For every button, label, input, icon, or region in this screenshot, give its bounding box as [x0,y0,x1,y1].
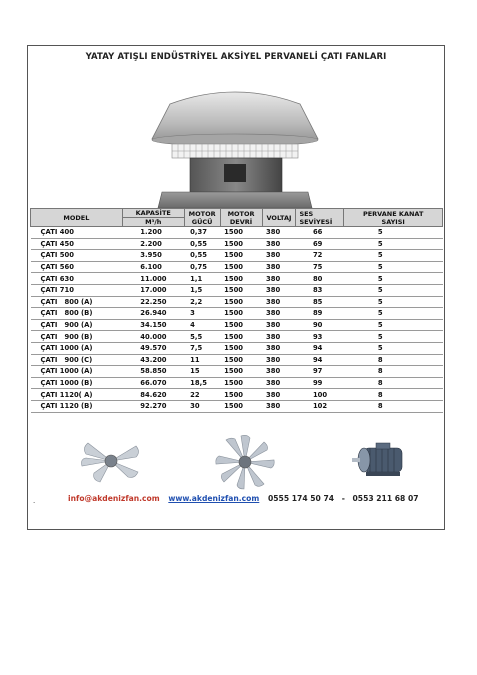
website-link[interactable]: www.akdenizfan.com [168,494,260,503]
cell-voltaj: 380 [262,308,296,320]
cell-voltaj: 380 [262,296,296,308]
cell-ses-seviyesi: 99 [296,377,344,389]
cell-kapasite: 66.070 [122,377,184,389]
phone-number-1: 0555 174 50 74 [267,494,335,503]
cell-motor-gucu: 15 [184,366,220,378]
col-header-kanat [344,209,443,227]
catalog-sheet [27,45,445,530]
cell-kapasite: 34.150 [122,319,184,331]
table-row [31,308,443,320]
cell-kapasite: 84.620 [122,389,184,401]
cell-motor-gucu: 0,37 [184,227,220,239]
stray-dot: . [33,496,36,505]
phone-separator: - [341,494,345,503]
col-header-motor-devri [220,209,262,227]
cell-voltaj: 380 [262,238,296,250]
cell-motor-devri: 1500 [220,284,262,296]
cell-voltaj: 380 [262,261,296,273]
cell-motor-devri: 1500 [220,250,262,262]
cell-model: ÇATI 1120( A) [31,389,123,401]
cell-model: ÇATI 900 (B) [31,331,123,343]
cell-motor-devri: 1500 [220,273,262,285]
cell-motor-devri: 1500 [220,331,262,343]
cell-voltaj: 380 [262,342,296,354]
cell-motor-gucu: 4 [184,319,220,331]
document-title: YATAY ATIŞLI ENDÜSTRİYEL AKSİYEL PERVANELİ ÇATI FANLARI [85,52,387,62]
fan-spec-table [30,208,443,413]
cell-ses-seviyesi: 100 [296,389,344,401]
cell-kapasite: 3.950 [122,250,184,262]
cell-kapasite: 2.200 [122,238,184,250]
cell-voltaj: 380 [262,319,296,331]
cell-motor-devri: 1500 [220,366,262,378]
cell-motor-gucu: 18,5 [184,377,220,389]
cell-kapasite: 11.000 [122,273,184,285]
cell-ses-seviyesi: 89 [296,308,344,320]
cell-kanat-sayisi: 8 [344,389,443,401]
cell-voltaj: 380 [262,354,296,366]
cell-voltaj: 380 [262,273,296,285]
cell-model: ÇATI 710 [31,284,123,296]
cell-kapasite: 92.270 [122,400,184,412]
table-row [31,319,443,331]
cell-motor-devri: 1500 [220,238,262,250]
cell-motor-devri: 1500 [220,261,262,273]
col-header-voltaj: VOLTAJ [262,209,296,227]
cell-model: ÇATI 900 (A) [31,319,123,331]
cell-model: ÇATI 900 (C) [31,354,123,366]
cell-motor-gucu: 0,75 [184,261,220,273]
cell-voltaj: 380 [262,377,296,389]
cell-motor-gucu: 30 [184,400,220,412]
table-row [31,377,443,389]
cell-voltaj: 380 [262,250,296,262]
cell-ses-seviyesi: 90 [296,319,344,331]
cell-ses-seviyesi: 66 [296,227,344,239]
cell-voltaj: 380 [262,400,296,412]
col-header-ses-line1: SES [299,209,314,218]
email-link[interactable]: info@akdenizfan.com [68,494,160,503]
cell-kanat-sayisi: 5 [344,250,443,262]
cell-kanat-sayisi: 8 [344,366,443,378]
cell-kapasite: 26.940 [122,308,184,320]
col-header-model: MODEL [31,209,123,227]
table-row [31,238,443,250]
cell-ses-seviyesi: 97 [296,366,344,378]
col-header-kanat-line1: PERVANE KANAT [362,209,424,218]
cell-kanat-sayisi: 5 [344,308,443,320]
table-row [31,389,443,401]
cell-kanat-sayisi: 8 [344,400,443,412]
cell-model: ÇATI 560 [31,261,123,273]
cell-motor-devri: 1500 [220,319,262,331]
fan-spec-rows [31,227,443,413]
cell-ses-seviyesi: 75 [296,261,344,273]
table-row [31,342,443,354]
cell-motor-devri: 1500 [220,377,262,389]
cell-kapasite: 49.570 [122,342,184,354]
cell-kanat-sayisi: 5 [344,238,443,250]
cell-model: ÇATI 1000 (B) [31,377,123,389]
cell-kanat-sayisi: 5 [344,319,443,331]
cell-model: ÇATI 800 (A) [31,296,123,308]
cell-voltaj: 380 [262,284,296,296]
cell-kapasite: 40.000 [122,331,184,343]
cell-model: ÇATI 500 [31,250,123,262]
cell-model: ÇATI 400 [31,227,123,239]
cell-ses-seviyesi: 94 [296,354,344,366]
cell-ses-seviyesi: 102 [296,400,344,412]
cell-motor-gucu: 3 [184,308,220,320]
roof-fan-image [140,84,333,226]
cell-ses-seviyesi: 85 [296,296,344,308]
table-row [31,273,443,285]
cell-voltaj: 380 [262,366,296,378]
table-row [31,284,443,296]
col-header-kapasite-unit: M³/h [122,218,184,227]
table-row [31,250,443,262]
cell-motor-devri: 1500 [220,354,262,366]
contact-line [68,494,428,503]
col-header-motor-gucu-line1: MOTOR [188,209,216,218]
col-header-kapasite: KAPASİTE [122,209,184,218]
col-header-motor-gucu-line2: GÜCÜ [191,217,213,226]
cell-voltaj: 380 [262,389,296,401]
cell-kanat-sayisi: 5 [344,296,443,308]
cell-ses-seviyesi: 69 [296,238,344,250]
cell-voltaj: 380 [262,227,296,239]
cell-motor-devri: 1500 [220,227,262,239]
cell-motor-gucu: 1,1 [184,273,220,285]
eight-blade-propeller-image [214,434,276,490]
electric-motor-image [350,440,414,480]
table-row [31,261,443,273]
cell-ses-seviyesi: 94 [296,342,344,354]
cell-motor-gucu: 11 [184,354,220,366]
col-header-kanat-line2: SAYISI [381,217,405,226]
cell-kanat-sayisi: 5 [344,284,443,296]
cell-kanat-sayisi: 5 [344,227,443,239]
table-row [31,366,443,378]
cell-motor-devri: 1500 [220,389,262,401]
cell-motor-devri: 1500 [220,308,262,320]
cell-motor-devri: 1500 [220,342,262,354]
five-blade-propeller-image [78,438,144,484]
table-row [31,296,443,308]
cell-model: ÇATI 800 (B) [31,308,123,320]
cell-kapasite: 1.200 [122,227,184,239]
col-header-ses-line2: SEVİYESİ [299,217,333,226]
cell-kanat-sayisi: 5 [344,273,443,285]
table-row [31,400,443,412]
cell-motor-gucu: 5,5 [184,331,220,343]
cell-voltaj: 380 [262,331,296,343]
cell-motor-gucu: 1,5 [184,284,220,296]
col-header-motor-gucu [184,209,220,227]
cell-model: ÇATI 1120 (B) [31,400,123,412]
table-row [31,331,443,343]
cell-motor-devri: 1500 [220,400,262,412]
table-row [31,227,443,239]
cell-motor-gucu: 2,2 [184,296,220,308]
cell-ses-seviyesi: 72 [296,250,344,262]
cell-kapasite: 6.100 [122,261,184,273]
cell-kanat-sayisi: 5 [344,261,443,273]
cell-ses-seviyesi: 93 [296,331,344,343]
cell-kapasite: 17.000 [122,284,184,296]
cell-kanat-sayisi: 8 [344,377,443,389]
cell-kanat-sayisi: 8 [344,354,443,366]
cell-kanat-sayisi: 5 [344,331,443,343]
cell-motor-gucu: 7,5 [184,342,220,354]
cell-kapasite: 43.200 [122,354,184,366]
cell-motor-gucu: 0,55 [184,250,220,262]
cell-motor-devri: 1500 [220,296,262,308]
cell-kanat-sayisi: 5 [344,342,443,354]
cell-kapasite: 22.250 [122,296,184,308]
cell-ses-seviyesi: 80 [296,273,344,285]
table-row [31,354,443,366]
cell-model: ÇATI 1000 (A) [31,366,123,378]
col-header-motor-devri-line1: MOTOR [227,209,255,218]
cell-model: ÇATI 1000 (A) [31,342,123,354]
cell-ses-seviyesi: 83 [296,284,344,296]
cell-model: ÇATI 450 [31,238,123,250]
col-header-motor-devri-line2: DEVRİ [229,217,253,226]
cell-model: ÇATI 630 [31,273,123,285]
col-header-ses [296,209,344,227]
cell-motor-gucu: 22 [184,389,220,401]
cell-motor-gucu: 0,55 [184,238,220,250]
cell-kapasite: 58.850 [122,366,184,378]
phone-number-2: 0553 211 68 07 [352,494,419,503]
